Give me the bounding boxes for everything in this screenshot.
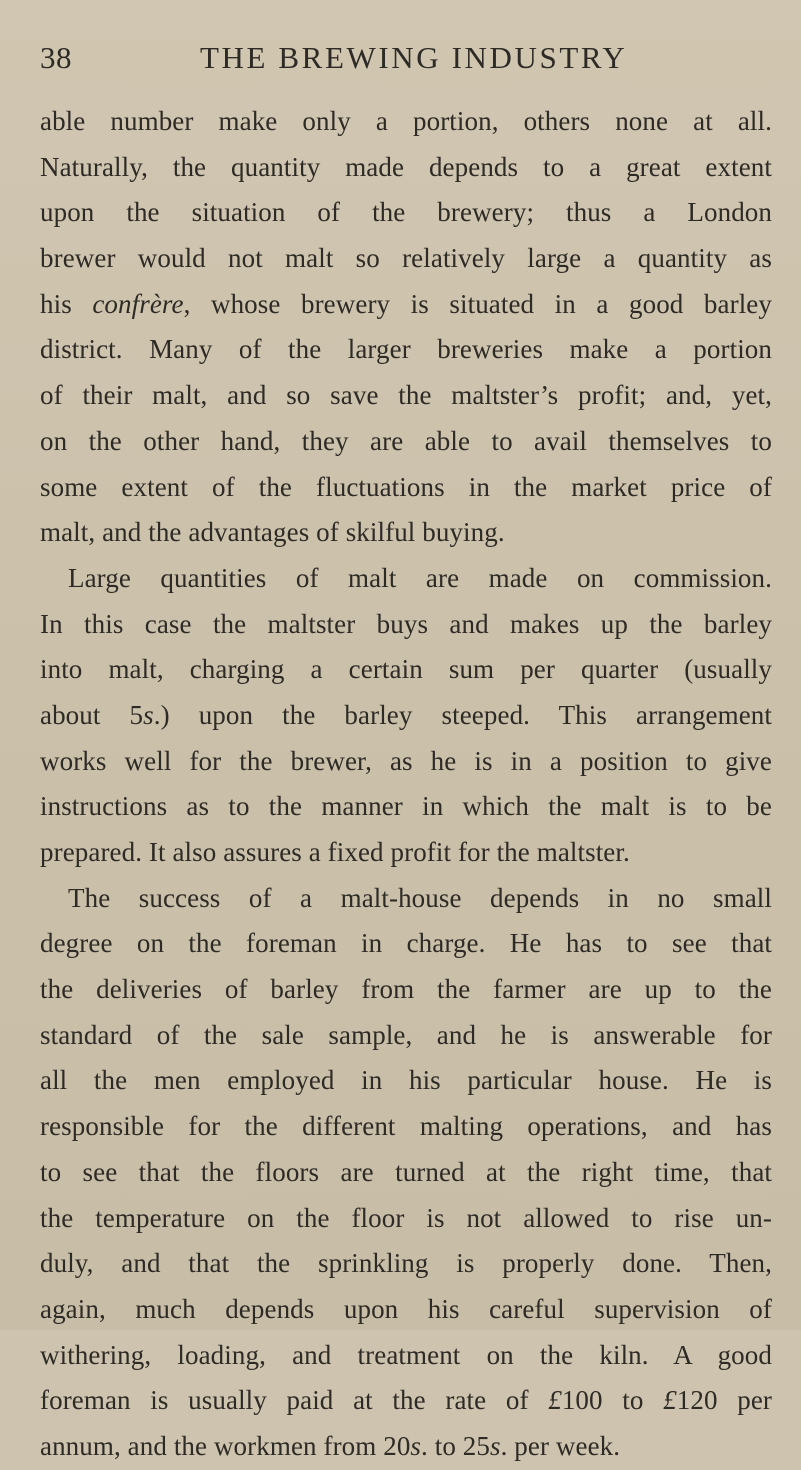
italic-word: s	[410, 1430, 422, 1461]
italic-word: confrère	[92, 288, 184, 319]
text-line: Naturally, the quantity made depends to a great extent	[40, 151, 772, 182]
paragraph	[40, 556, 772, 876]
italic-word: s	[143, 699, 154, 730]
text-line: standard of the sale sample, and he is answerable for	[40, 1019, 772, 1050]
text-line: works well for the brewer, as he is in a position to give	[40, 745, 772, 776]
text-line: his confrère, whose brewery is situated in a good barley	[40, 288, 772, 319]
text-line: responsible for the different malting operations, and has	[40, 1111, 772, 1142]
text-line: about 5s.) upon the barley steeped. This arrangement	[40, 699, 773, 730]
body-text	[40, 99, 772, 1470]
paragraph	[40, 99, 772, 556]
text-line: withering, loading, and treatment on the kiln. A good	[40, 1339, 772, 1370]
text-line: In this case the maltster buys and makes up the barley	[40, 608, 772, 639]
text-line: annum, and the workmen from 20s. to 25s. per week.	[40, 1430, 621, 1461]
paragraph	[40, 876, 772, 1470]
text-line: degree on the foreman in charge. He has to see that	[40, 928, 772, 959]
text-line: district. Many of the larger breweries make a portion	[40, 334, 772, 365]
running-head	[40, 40, 800, 90]
page-number: 38	[40, 40, 72, 75]
book-title: THE BREWING INDUSTRY	[200, 40, 628, 75]
text-line: Large quantities of malt are made on commission.	[68, 562, 772, 593]
text-line: into malt, charging a certain sum per quarter (usually	[40, 654, 772, 685]
text-line: the temperature on the floor is not allowed to rise un-	[40, 1202, 772, 1233]
text-line: to see that the floors are turned at the right time, that	[40, 1156, 772, 1187]
text-line: on the other hand, they are able to avail themselves to	[40, 425, 772, 456]
text-line: upon the situation of the brewery; thus a London	[40, 197, 772, 228]
pound-sign: £	[663, 1385, 677, 1416]
text-line: instructions as to the manner in which the malt is to be	[40, 791, 772, 822]
text-line: malt, and the advantages of skilful buying.	[40, 517, 505, 548]
text-line: the deliveries of barley from the farmer are up to the	[40, 974, 772, 1005]
text-line: all the men employed in his particular house. He is	[40, 1065, 772, 1096]
text-line: some extent of the fluctuations in the market price of	[40, 471, 772, 502]
text-line: able number make only a portion, others none at all.	[40, 106, 772, 136]
text-line: again, much depends upon his careful supervision of	[40, 1293, 772, 1324]
text-line: brewer would not malt so relatively large a quantity as	[40, 243, 772, 274]
text-line: foreman is usually paid at the rate of £100 to £120 per	[40, 1385, 772, 1416]
italic-word: s	[489, 1430, 501, 1461]
pound-sign: £	[548, 1385, 562, 1416]
text-line: duly, and that the sprinkling is properly done. Then,	[40, 1248, 772, 1279]
text-line: prepared. It also assures a fixed profit for the maltster.	[40, 837, 630, 867]
text-line: of their malt, and so save the maltster’s profit; and, yet,	[40, 380, 772, 411]
text-line: The success of a malt-house depends in no small	[68, 882, 772, 913]
